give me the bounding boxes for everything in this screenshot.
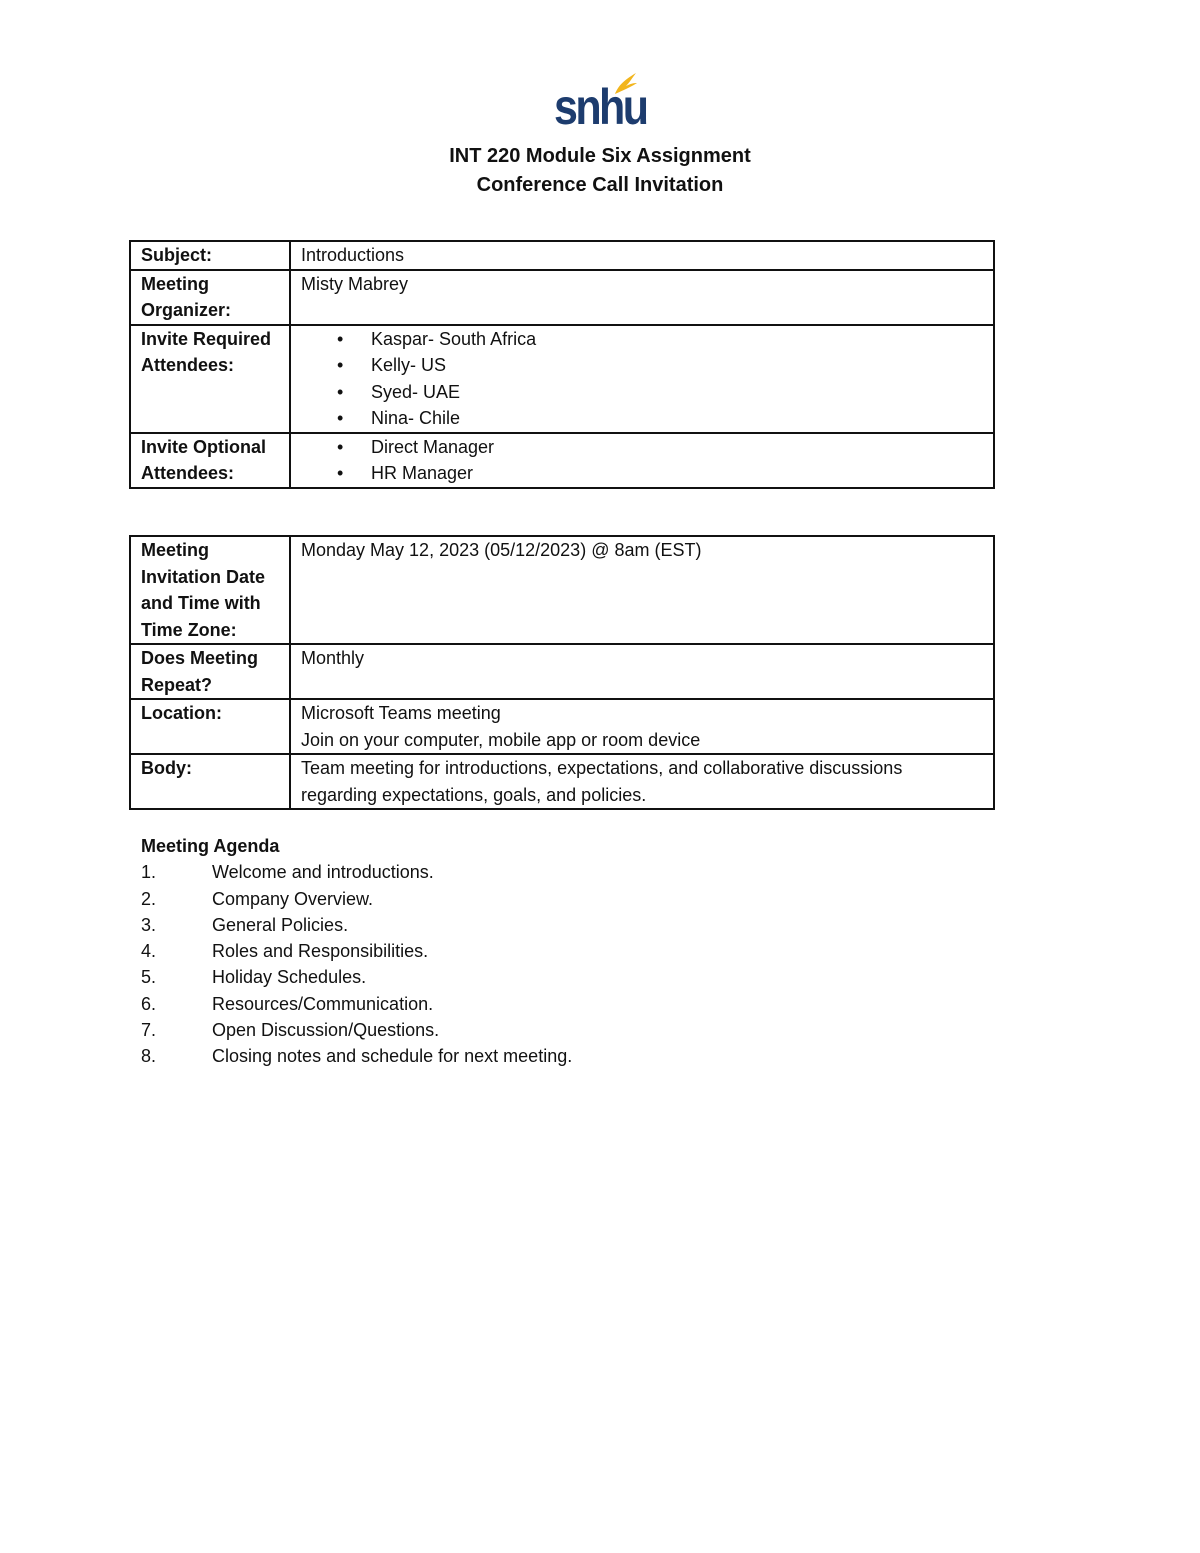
optional-attendees-cell [290,433,994,488]
bullet-icon: • [337,355,344,375]
document-subtitle: Conference Call Invitation [476,174,724,196]
agenda-number: 3. [141,914,157,935]
snhu-logo [554,72,647,135]
table-row-optional-attendees [130,433,994,488]
agenda-item-text: Closing notes and schedule for next meeting. [212,1046,573,1067]
meeting-agenda [141,833,572,1070]
document-title: INT 220 Module Six Assignment [449,145,751,167]
bullet-icon: • [337,328,344,349]
agenda-item-text: Open Discussion/Questions. [212,1020,440,1041]
organizer-label: Meeting Organizer: [130,270,290,325]
agenda-item-text: Holiday Schedules. [212,967,367,988]
list-item [141,859,572,885]
optional-attendees-label: Invite Optional Attendees: [130,433,290,488]
agenda-item-text: Company Overview. [212,888,374,909]
list-item [141,886,572,912]
agenda-item-text: Resources/Communication. [212,993,434,1014]
agenda-number: 1. [141,862,157,883]
subject-label: Subject: [130,241,290,270]
agenda-item-text: General Policies. [212,914,349,935]
optional-attendees-list [301,434,983,487]
attendee-name: Syed- UAE [371,381,461,402]
required-attendees-list [301,326,983,432]
list-item [141,912,572,938]
agenda-number: 8. [141,1046,157,1067]
bullet-icon: • [337,408,344,428]
location-cell [290,699,994,754]
attendee-name: Direct Manager [371,436,495,457]
datetime-label: Meeting Invitation Date and Time with Time Zone: [130,536,290,644]
bullet-icon: • [337,436,344,457]
required-attendees-cell [290,325,994,433]
agenda-item-text: Welcome and introductions. [212,862,434,883]
attendee-name: Kelly- US [371,355,447,375]
table-row-organizer [130,270,994,325]
location-line-1: Microsoft Teams meeting [301,703,501,723]
table-row-body [130,754,994,809]
agenda-list [141,859,572,1069]
logo-wordmark: snhu [554,79,647,135]
agenda-item-text: Roles and Responsibilities. [212,941,429,962]
table-row-location [130,699,994,754]
attendee-name: Kaspar- South Africa [371,328,537,349]
required-attendees-label: Invite Required Attendees: [130,325,290,433]
agenda-number: 7. [141,1020,157,1041]
bullet-icon: • [337,381,344,402]
agenda-number: 4. [141,941,157,962]
list-item [141,1043,572,1069]
repeat-value: Monthly [290,644,994,699]
list-item [301,460,983,487]
subject-value: Introductions [290,241,994,270]
location-line-2: Join on your computer, mobile app or room device [301,729,701,750]
table-row-subject [130,241,994,270]
list-item [141,1017,572,1043]
location-label: Location: [130,699,290,754]
body-value: Team meeting for introductions, expectations, and collaborative discussions regarding expectations, goals, and policies. [290,754,994,809]
attendee-name: Nina- Chile [371,408,461,428]
agenda-number: 5. [141,967,157,988]
organizer-value: Misty Mabrey [290,270,994,325]
repeat-label: Does Meeting Repeat? [130,644,290,699]
list-item [141,938,572,964]
meeting-details-table [129,535,995,810]
list-item [301,352,983,379]
table-row-repeat [130,644,994,699]
agenda-number: 6. [141,993,157,1014]
agenda-number: 2. [141,888,157,909]
attendee-name: HR Manager [371,463,474,483]
bullet-icon: • [337,463,344,483]
list-item [301,326,983,353]
list-item [301,405,983,432]
table-row-required-attendees [130,325,994,433]
body-label: Body: [130,754,290,809]
table-row-datetime [130,536,994,644]
list-item [301,379,983,406]
invitation-table [129,240,995,489]
agenda-title: Meeting Agenda [141,836,280,856]
list-item [141,964,572,990]
datetime-value: Monday May 12, 2023 (05/12/2023) @ 8am (EST) [290,536,994,644]
list-item [141,991,572,1017]
list-item [301,434,983,461]
